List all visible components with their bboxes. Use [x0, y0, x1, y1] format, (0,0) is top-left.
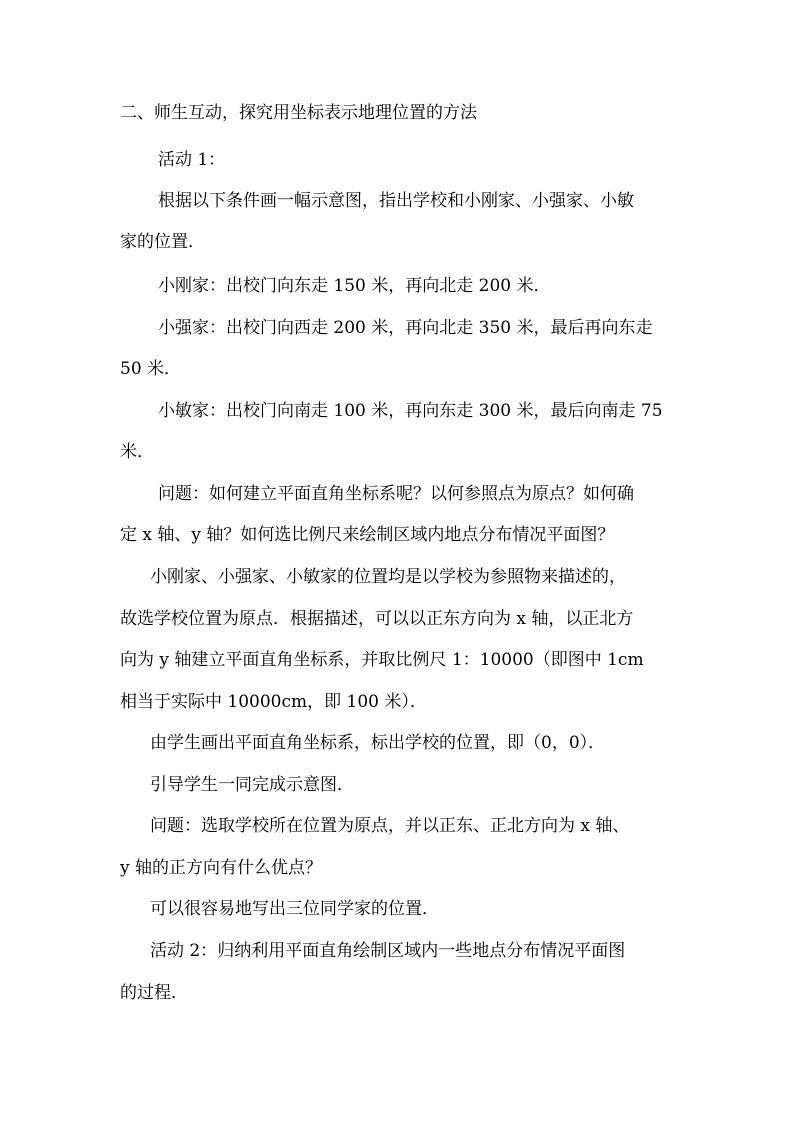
question-line: 问题：如何建立平面直角坐标系呢？以何参照点为原点？如何确: [158, 484, 634, 504]
question-line: 定 x 轴、y 轴？如何选比例尺来绘制区域内地点分布情况平面图？: [120, 525, 615, 545]
question-line: y 轴的正方向有什么优点？: [120, 858, 323, 878]
question-line: 问题：选取学校所在位置为原点，并以正东、正北方向为 x 轴、: [150, 816, 630, 836]
paragraph-line: 家的位置．: [120, 232, 205, 252]
paragraph-line: 由学生画出平面直角坐标系，标出学校的位置，即（0，0）．: [150, 733, 606, 753]
activity-1-label: 活动 1：: [158, 150, 226, 170]
paragraph-line: 引导学生一同完成示意图．: [150, 775, 354, 795]
paragraph-line: 小强家：出校门向西走 200 米，再向北走 350 米，最后再向东走: [158, 318, 653, 338]
paragraph-line: 米．: [120, 442, 154, 462]
paragraph-line: 小刚家：出校门向东走 150 米，再向北走 200 米．: [158, 276, 551, 296]
paragraph-line: 可以很容易地写出三位同学家的位置．: [150, 899, 439, 919]
paragraph-line: 的过程．: [120, 983, 188, 1003]
paragraph-line: 小刚家、小强家、小敏家的位置均是以学校为参照物来描述的，: [150, 567, 626, 587]
paragraph-line: 小敏家：出校门向南走 100 米，再向东走 300 米，最后向南走 75: [158, 401, 663, 421]
paragraph-line: 50 米．: [120, 359, 182, 379]
paragraph-line: 故选学校位置为原点．根据描述，可以以正东方向为 x 轴，以正北方: [120, 609, 634, 629]
paragraph-line: 根据以下条件画一幅示意图，指出学校和小刚家、小强家、小敏: [158, 191, 634, 211]
paragraph-line: 相当于实际中 10000cm，即 100 米）．: [120, 692, 427, 712]
paragraph-line: 向为 y 轴建立平面直角坐标系，并取比例尺 1：10000（即图中 1cm: [120, 650, 644, 670]
section-heading: 二、师生互动，探究用坐标表示地理位置的方法: [120, 103, 477, 123]
activity-2-line: 活动 2：归纳利用平面直角绘制区域内一些地点分布情况平面图: [150, 941, 626, 961]
